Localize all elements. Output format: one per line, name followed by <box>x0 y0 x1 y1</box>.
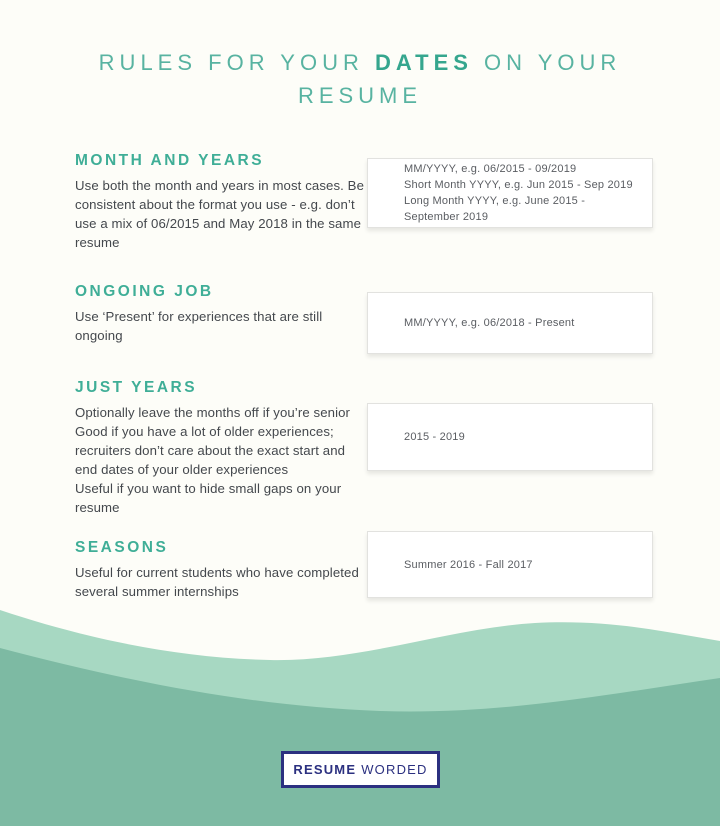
title-line2: RESUME <box>297 83 423 108</box>
section-paragraph: Use both the month and years in most cases. Be consistent about the format you use - e.g. don’t use a mix of 06/2015 and May 2018 in the same resume <box>75 178 365 250</box>
example-box-just-years <box>367 403 653 471</box>
section-month-and-years <box>75 152 371 252</box>
example-box-month-and-years <box>367 158 653 228</box>
title-highlight: DATES <box>374 50 473 75</box>
example-box-seasons <box>367 531 653 598</box>
section-paragraph: Useful if you want to hide small gaps on your resume <box>75 481 342 515</box>
resume-worded-logo <box>281 751 440 788</box>
section-heading: SEASONS <box>75 539 169 556</box>
section-ongoing-job <box>75 283 371 345</box>
section-paragraph: Optionally leave the months off if you’re senior <box>75 405 351 420</box>
section-paragraph: Useful for current students who have completed several summer internships <box>75 565 359 599</box>
example-line: Summer 2016 - Fall 2017 <box>404 558 533 571</box>
title-prefix: RULES FOR YOUR <box>98 50 364 75</box>
brand-name-regular: WORDED <box>361 762 428 777</box>
section-heading: ONGOING JOB <box>75 283 214 300</box>
example-line: Long Month YYYY, e.g. June 2015 - September 2019 <box>404 195 586 223</box>
page-title <box>0 46 720 112</box>
section-heading: JUST YEARS <box>75 379 198 396</box>
example-box-ongoing-job <box>367 292 653 354</box>
example-line: MM/YYYY, e.g. 06/2018 - Present <box>404 317 575 329</box>
section-paragraph: Good if you have a lot of older experiences; recruiters don’t care about the exact start and end dates of your older experiences <box>75 424 346 477</box>
section-seasons <box>75 539 371 601</box>
section-just-years <box>75 379 371 517</box>
example-line: Short Month YYYY, e.g. Jun 2015 - Sep 2019 <box>404 179 633 191</box>
brand-name-bold: RESUME <box>293 762 357 777</box>
example-line: MM/YYYY, e.g. 06/2015 - 09/2019 <box>404 163 577 175</box>
section-paragraph: Use ‘Present’ for experiences that are still ongoing <box>75 309 323 343</box>
section-heading: MONTH AND YEARS <box>75 152 265 169</box>
wave-decoration <box>0 596 720 826</box>
title-suffix: ON YOUR <box>484 50 622 75</box>
example-line: 2015 - 2019 <box>404 431 465 443</box>
